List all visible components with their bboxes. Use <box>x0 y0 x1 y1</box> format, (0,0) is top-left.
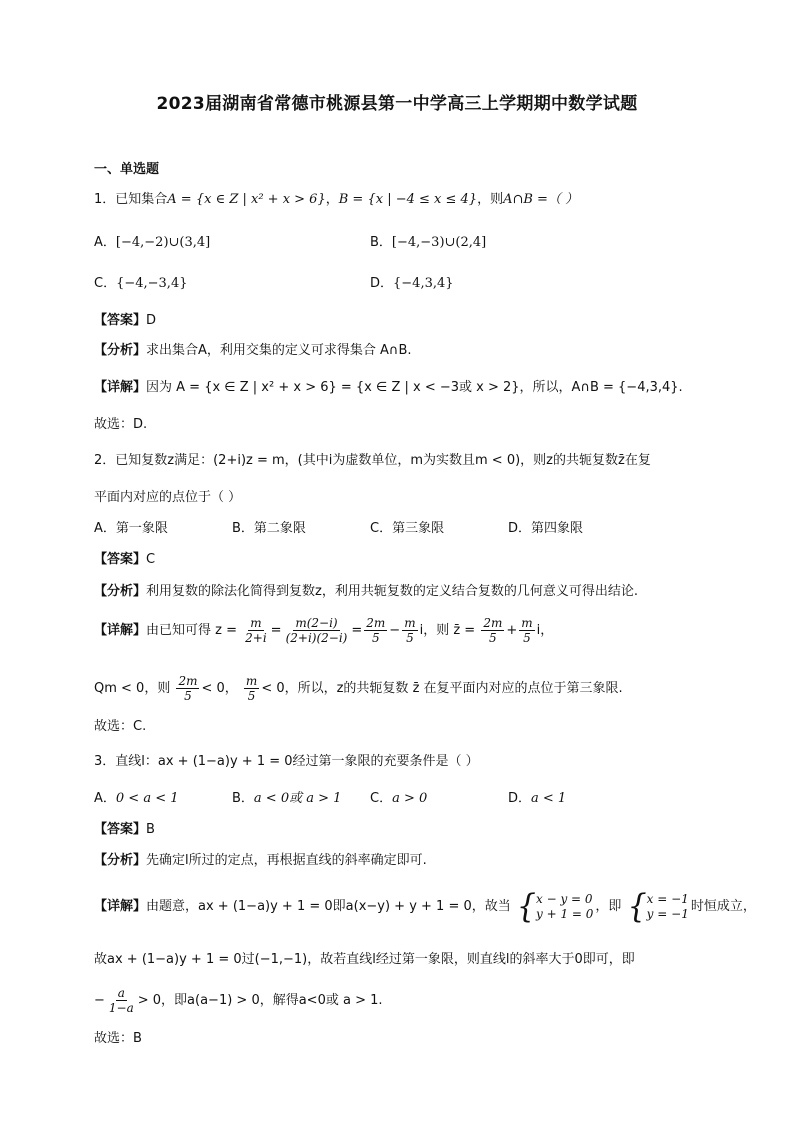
detail-text: 由已知可得 z = <box>146 623 237 638</box>
answer-tag: 【答案】 <box>94 313 147 328</box>
detail-text: 时恒成立， <box>690 899 756 914</box>
option-text: a > 0 <box>392 791 428 806</box>
option-label: B． <box>232 521 254 536</box>
analysis-tag: 【分析】 <box>94 584 147 599</box>
numerator: 2m <box>366 616 386 630</box>
numerator: a <box>117 986 125 1000</box>
answer-value: D <box>146 313 157 328</box>
denominator: 2+i <box>245 631 267 645</box>
denominator: 5 <box>406 631 414 645</box>
answer-value: C <box>146 552 156 567</box>
q2-option-d <box>508 520 583 538</box>
q2-detail-line1 <box>94 614 553 648</box>
q3-analysis <box>94 852 427 870</box>
page-title: 2023届湖南省常德市桃源县第一中学高三上学期期中数学试题 <box>156 94 638 114</box>
option-label: B． <box>370 235 392 250</box>
q3-detail-line3 <box>94 984 383 1018</box>
fraction <box>402 616 417 645</box>
q3-stem: 3．直线l：ax + (1−a)y + 1 = 0经过第一象限的充要条件是（ ） <box>94 754 479 769</box>
q1-conclusion: 故选：D. <box>94 417 148 432</box>
option-label: B． <box>232 791 254 806</box>
q2-option-c <box>370 520 444 538</box>
fraction <box>107 986 136 1015</box>
equation-row: x = −1 <box>646 891 689 906</box>
numerator: m <box>521 616 533 630</box>
analysis-text: 先确定l所过的定点，再根据直线的斜率确定即可. <box>146 853 427 868</box>
q1-answer <box>94 312 156 330</box>
numerator: 2m <box>178 674 198 688</box>
q3-detail-line1 <box>94 886 756 926</box>
option-label: A． <box>94 791 116 806</box>
q3-conclusion: 故选：B <box>94 1031 142 1046</box>
detail-text: ，即 <box>595 899 622 914</box>
fraction <box>284 616 350 645</box>
analysis-text: 利用复数的除法化简得到复数z，利用共轭复数的定义结合复数的几何意义可得出结论. <box>146 584 638 599</box>
q1-option-b <box>370 234 486 252</box>
q1-detail <box>94 379 683 397</box>
q1-stem-a: 1．已知集合 <box>94 192 168 207</box>
fraction <box>364 616 387 645</box>
analysis-tag: 【分析】 <box>94 853 147 868</box>
q1-option-c <box>94 275 187 293</box>
analysis-text: 求出集合A，利用交集的定义可求得集合 A∩B. <box>146 343 412 358</box>
option-label: C． <box>370 521 393 536</box>
denominator: 5 <box>371 631 380 645</box>
numerator: m <box>250 616 262 630</box>
q2-conclusion: 故选：C. <box>94 719 147 734</box>
denominator: 5 <box>247 689 256 703</box>
fraction <box>481 616 504 645</box>
q3-option-d <box>508 790 566 808</box>
section-heading: 一、单选题 <box>94 162 160 177</box>
option-text: a < 0或 a > 1 <box>253 791 342 806</box>
option-label: A． <box>94 235 116 250</box>
numerator: m <box>245 674 258 688</box>
q3-option-a <box>94 790 179 808</box>
equation-row: y = −1 <box>646 906 689 921</box>
option-text: {−4,−3,4} <box>116 276 188 291</box>
q2-analysis <box>94 583 638 601</box>
denominator: (2+i)(2−i) <box>285 631 348 645</box>
q2-option-b <box>232 520 306 538</box>
detail-text: 由题意，ax + (1−a)y + 1 = 0即a(x−y) + y + 1 = 0，故当 <box>146 899 511 914</box>
detail-tag: 【详解】 <box>94 899 147 914</box>
answer-tag: 【答案】 <box>94 822 147 837</box>
detail-tag: 【详解】 <box>94 380 147 395</box>
option-label: C． <box>370 791 393 806</box>
equation-row: y + 1 = 0 <box>536 906 594 921</box>
minus-sign: − <box>94 993 105 1008</box>
q3-option-c <box>370 790 427 808</box>
detail-text: < 0， <box>201 681 238 696</box>
plus-sign: + <box>506 623 518 638</box>
option-label: D． <box>508 521 532 536</box>
denominator: 1−a <box>108 1001 134 1015</box>
q2-option-a <box>94 520 168 538</box>
q1-set-b: B = {x | −4 ≤ x ≤ 4} <box>338 192 478 207</box>
numerator: m(2−i) <box>295 616 338 630</box>
q3-answer <box>94 821 155 839</box>
detail-tag: 【详解】 <box>94 623 147 638</box>
option-text: 第三象限 <box>392 521 445 536</box>
brace-icon: { <box>627 886 647 926</box>
option-label: D． <box>370 276 394 291</box>
q1-stem-b: ， <box>325 192 339 207</box>
minus-sign: − <box>389 623 401 638</box>
equation-system <box>516 886 594 926</box>
detail-text: > 0，即a(a−1) > 0，解得a<0或 a > 1. <box>137 993 383 1008</box>
numerator: 2m <box>483 616 503 630</box>
option-label: C． <box>94 276 117 291</box>
fraction <box>244 674 259 703</box>
equation-row: x − y = 0 <box>536 891 593 906</box>
equals: = <box>351 623 363 638</box>
option-text: [−4,−2)∪(3,4] <box>115 235 211 250</box>
option-text: 第二象限 <box>253 521 306 536</box>
q2-answer <box>94 551 155 569</box>
q2-detail-line2 <box>94 672 623 706</box>
detail-text: 因为 A = {x ∈ Z | x² + x > 6} = {x ∈ Z | x < −3或 x > 2}，所以，A∩B = {−4,3,4}. <box>146 380 683 395</box>
equals: = <box>270 623 282 638</box>
equation-system <box>627 886 689 926</box>
analysis-tag: 【分析】 <box>94 343 147 358</box>
answer-value: B <box>146 822 155 837</box>
q1-stem <box>94 191 578 209</box>
q1-stem-c: ，则 <box>477 192 504 207</box>
option-text: {−4,3,4} <box>393 276 454 291</box>
q1-set-a: A = {x ∈ Z | x² + x > 6} <box>167 192 326 207</box>
q1-option-a <box>94 234 210 252</box>
option-text: 第四象限 <box>531 521 584 536</box>
numerator: m <box>404 616 416 630</box>
option-label: A． <box>94 521 116 536</box>
fraction <box>243 616 269 645</box>
q1-expr: A∩B =（ ） <box>503 192 579 207</box>
q1-analysis <box>94 342 412 360</box>
option-label: D． <box>508 791 532 806</box>
q3-option-b <box>232 790 341 808</box>
q2-stem-line1: 2．已知复数z满足：(2+i)z = m，(其中i为虚数单位，m为实数且m < 0)，则z的共轭复数z̄在复 <box>94 453 651 468</box>
detail-text: Qm < 0，则 <box>94 681 171 696</box>
fraction <box>519 616 534 645</box>
denominator: 5 <box>523 631 531 645</box>
q1-option-d <box>370 275 454 293</box>
option-text: a < 1 <box>531 791 567 806</box>
answer-tag: 【答案】 <box>94 552 147 567</box>
denominator: 5 <box>489 631 497 645</box>
detail-text: < 0，所以，z的共轭复数 z̄ 在复平面内对应的点位于第三象限. <box>261 681 623 696</box>
q3-detail-line2: 故ax + (1−a)y + 1 = 0过(−1,−1)，故若直线l经过第一象限，则直线l的斜率大于0即可，即 <box>94 952 635 967</box>
denominator: 5 <box>184 689 192 703</box>
q2-stem-line2: 平面内对应的点位于（ ） <box>94 490 242 505</box>
detail-text: i，则 z̄ = <box>419 623 476 638</box>
detail-text: i， <box>536 623 554 638</box>
option-text: 0 < a < 1 <box>115 791 179 806</box>
brace-icon: { <box>516 886 536 926</box>
option-text: [−4,−3)∪(2,4] <box>391 235 487 250</box>
fraction <box>176 674 199 703</box>
option-text: 第一象限 <box>115 521 168 536</box>
